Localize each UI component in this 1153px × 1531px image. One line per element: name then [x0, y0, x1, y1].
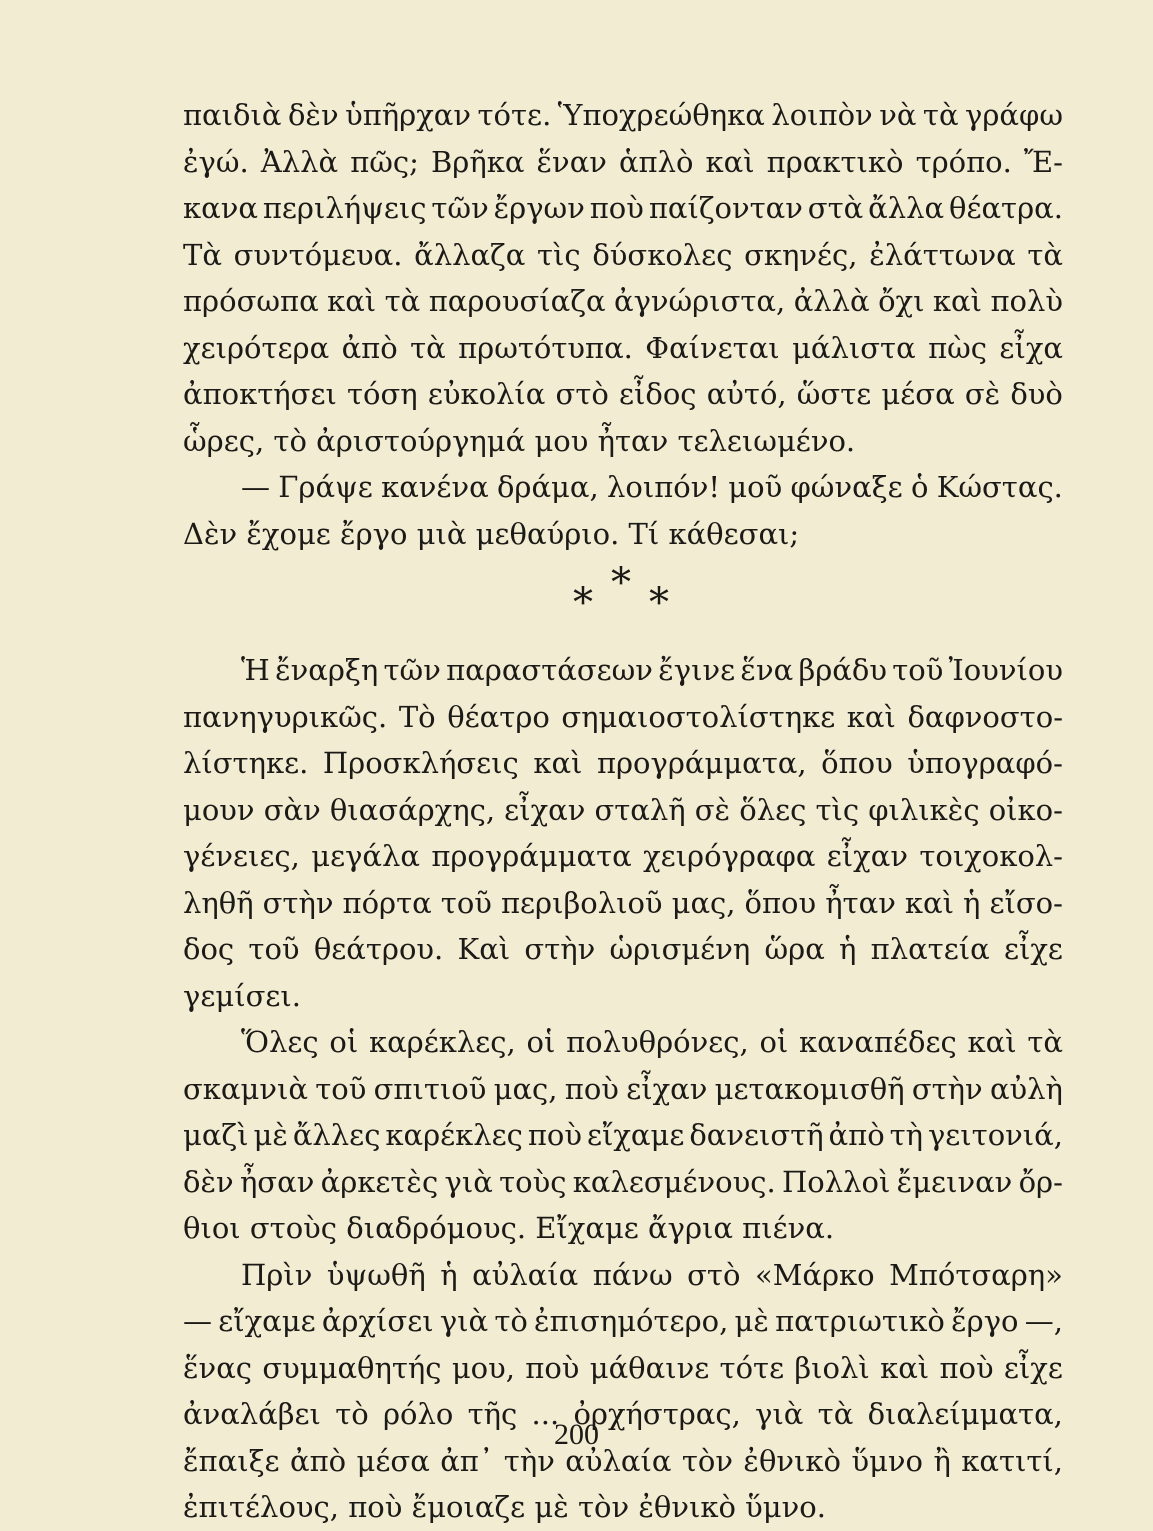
- text-line: δὲν ἦσαν ἀρκετὲς γιὰ τοὺς καλεσμένους. Πολλοὶ ἔμειναν ὄρ-: [183, 1164, 1063, 1199]
- separator-star: *: [573, 580, 593, 626]
- text-line: ἐγώ. Ἀλλὰ πῶς; Βρῆκα ἕναν ἁπλὸ καὶ πρακτικὸ τρόπο. Ἔ-: [183, 144, 1063, 179]
- text-line: πρόσωπα καὶ τὰ παρουσίαζα ἀγνώριστα, ἀλλὰ ὄχι καὶ πολὺ: [183, 284, 1063, 318]
- text-line: ἀναλάβει τὸ ρόλο τῆς ... ὀρχήστρας, γιὰ τὰ διαλείμματα,: [183, 1397, 1063, 1431]
- section-separator: [183, 557, 1063, 647]
- text-line: θιοι στοὺς διαδρόμους. Εἴχαμε ἄγρια πιένα.: [183, 1211, 835, 1245]
- text-line: γένειες, μεγάλα προγράμματα χειρόγραφα εἶχαν τοιχοκολ-: [183, 839, 1063, 873]
- page-number: 200: [554, 1418, 599, 1451]
- text-line: σκαμνιὰ τοῦ σπιτιοῦ μας, ποὺ εἶχαν μετακομισθῆ στὴν αὐλὴ: [183, 1071, 1063, 1106]
- book-page: [183, 92, 1063, 1531]
- text-line: μαζὶ μὲ ἄλλες καρέκλες ποὺ εἴχαμε δανειστῆ ἀπὸ τὴ γειτονιά,: [183, 1118, 1063, 1152]
- text-line: Τὰ συντόμευα. ἄλλαζα τὶς δύσκολες σκηνές, ἐλάττωνα τὰ: [183, 237, 1063, 272]
- text-line: γεμίσει.: [183, 978, 301, 1013]
- text-line: ἀποκτήσει τόση εὐκολία στὸ εἶδος αὐτό, ὥστε μέσα σὲ δυὸ: [183, 377, 1063, 411]
- text-line: ληθῆ στὴν πόρτα τοῦ περιβολιοῦ μας, ὅπου ἦταν καὶ ἡ εἴσο-: [183, 885, 1063, 920]
- separator-star: *: [649, 580, 669, 626]
- text-line: ἐπιτέλους, ποὺ ἔμοιαζε μὲ τὸν ἐθνικὸ ὕμνο.: [183, 1490, 826, 1524]
- text-line: παιδιὰ δὲν ὑπῆρχαν τότε. Ὑποχρεώθηκα λοιπὸν νὰ τὰ γράφω: [183, 98, 1063, 132]
- text-block-bottom: [183, 647, 1063, 1531]
- text-line: πανηγυρικῶς. Τὸ θέατρο σημαιοστολίστηκε καὶ δαφνοστο-: [183, 699, 1063, 734]
- text-line: λίστηκε. Προσκλήσεις καὶ προγράμματα, ὅπου ὑπογραφό-: [183, 746, 1063, 780]
- text-line: — εἴχαμε ἀρχίσει γιὰ τὸ ἐπισημότερο, μὲ πατριωτικὸ ἔργο —,: [183, 1304, 1063, 1338]
- text-line: ἔπαιξε ἀπὸ μέσα ἀπ᾽ τὴν αὐλαία τὸν ἐθνικὸ ὕμνο ἢ κατιτί,: [183, 1443, 1063, 1478]
- text-line: κανα περιλήψεις τῶν ἔργων ποὺ παίζονταν στὰ ἄλλα θέατρα.: [183, 191, 1063, 225]
- text-line: χειρότερα ἀπὸ τὰ πρωτότυπα. Φαίνεται μάλιστα πὼς εἶχα: [183, 330, 1063, 365]
- text-line: Ὅλες οἱ καρέκλες, οἱ πολυθρόνες, οἱ καναπέδες καὶ τὰ: [241, 1025, 1063, 1059]
- text-line: — Γράψε κανένα δράμα, λοιπόν! μοῦ φώναξε ὁ Κώστας.: [241, 470, 1063, 504]
- text-block-top: [183, 92, 1063, 557]
- separator-star: *: [611, 560, 631, 606]
- text-line: Ἡ ἔναρξη τῶν παραστάσεων ἔγινε ἕνα βράδυ τοῦ Ἰουνίου: [241, 653, 1063, 687]
- text-line: δος τοῦ θεάτρου. Καὶ στὴν ὡρισμένη ὥρα ἡ πλατεία εἶχε: [183, 932, 1063, 966]
- text-line: μουν σὰν θιασάρχης, εἶχαν σταλῆ σὲ ὅλες τὶς φιλικὲς οἰκο-: [183, 792, 1063, 827]
- text-line: ἕνας συμμαθητής μου, ποὺ μάθαινε τότε βιολὶ καὶ ποὺ εἶχε: [183, 1350, 1063, 1385]
- text-line: Δὲν ἔχομε ἔργο μιὰ μεθαύριο. Τί κάθεσαι;: [183, 516, 800, 551]
- text-line: Πρὶν ὑψωθῆ ἡ αὐλαία πάνω στὸ «Μάρκο Μπότσαρη»: [241, 1257, 1063, 1292]
- text-line: ὧρες, τὸ ἀριστούργημά μου ἦταν τελειωμένο.: [183, 423, 856, 458]
